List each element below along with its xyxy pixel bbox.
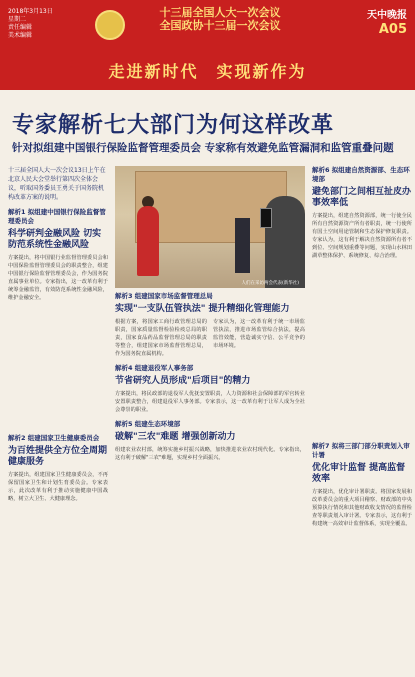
congress-line: 全国政协十三届一次会议 bbox=[159, 19, 281, 32]
section-title: 科学研判金融风险 切实防范系统性金融风险 bbox=[8, 229, 102, 250]
masthead bbox=[0, 0, 415, 90]
right-column bbox=[312, 166, 412, 666]
congress-banner bbox=[125, 6, 315, 32]
section-title: 优化审计监督 提高监督效率 bbox=[312, 463, 406, 484]
section-title: 避免部门之间相互扯皮办事效率低 bbox=[312, 187, 412, 208]
section-title: 破解"三农"难题 增强创新动力 bbox=[115, 432, 236, 442]
lead-paragraph: 十三届全国人大一次会议13日上午在北京人民大会堂举行第四次全体会议，听取国务委员王勇关于国务院机构改革方案的说明。 bbox=[8, 167, 106, 201]
section-title: 节省研究人员形成"后项目"的精力 bbox=[115, 376, 251, 386]
newspaper-brand: 天中晚报 bbox=[367, 10, 407, 21]
two-column-body bbox=[115, 318, 305, 358]
date-line: 2018年3月13日 bbox=[8, 8, 53, 15]
middle-column bbox=[115, 292, 305, 672]
section-tag: 解析7 拟将三部门部分职责划入审计署 bbox=[312, 442, 410, 459]
section-body: 专家认为，这一改革有利于统一市场监管执法，推进市场监管综合执法，提高监管效能，营造诚实守信、公平竞争的市场环境。 bbox=[213, 319, 305, 349]
congress-line: 十三届全国人大一次会议 bbox=[159, 6, 281, 19]
date-line: 责任编辑 bbox=[8, 24, 33, 31]
section-body: 方案提出，优化审计署职责。将国家发展和改革委员会的重大项目稽察、财政部的中央预算执行情况和其他财政收支情况的监督检查等职责划入审计署。专家表示，这有利于构建统一高效审计监督体系，实现全覆盖。 bbox=[312, 489, 412, 527]
photo-caption: 人们在采访两会代表(新华社) bbox=[241, 281, 299, 286]
section-tag: 解析2 组建国家卫生健康委员会 bbox=[8, 434, 100, 442]
section-body: 方案提出，组建国家卫生健康委员会，不再保留国家卫生和计划生育委员会。专家表示，此次改革有利于推动实施健康中国战略，树立大卫生、大健康理念。 bbox=[8, 472, 108, 502]
date-box bbox=[8, 8, 53, 40]
phone-icon bbox=[260, 208, 272, 228]
section-body: 组建农业农村部，统筹实施乡村振兴战略，加快推进农业农村现代化。专家指出，这有利于破解"三农"难题，实现乡村全面振兴。 bbox=[115, 447, 305, 461]
news-photo bbox=[115, 166, 305, 288]
subtitle: 针对拟组建中国银行保险监督管理委员会 专家称有效避免监管漏洞和监管重叠问题 bbox=[12, 142, 394, 154]
date-line: 美术编辑 bbox=[8, 32, 33, 39]
section-body: 方案提出，将中国银行业监督管理委员会和中国保险监督管理委员会的职责整合，组建中国银行保险监督管理委员会，作为国务院直属事业单位。专家指出，这一改革有利于统筹金融监管，有效防范系统性金融风险，维护金融安全。 bbox=[8, 255, 108, 301]
section-body: 方案提出，将民政部的退役军人优抚安置职责，人力资源和社会保障部的军官转业安置职责整合，组建退役军人事务部。专家表示，这一改革有利于让军人成为全社会尊崇的职业。 bbox=[115, 391, 305, 413]
national-emblem-icon bbox=[95, 10, 125, 40]
section-tag: 解析4 组建退役军人事务部 bbox=[115, 364, 194, 372]
person-dark-coat bbox=[235, 218, 250, 273]
date-line: 星期二 bbox=[8, 16, 27, 23]
slogan: 走进新时代 实现新作为 bbox=[108, 62, 307, 81]
section-title: 实现"一支队伍管执法" 提升精细化管理能力 bbox=[115, 304, 290, 314]
section-tag: 解析3 组建国家市场监督管理总局 bbox=[115, 292, 213, 300]
section-title: 为百姓提供全方位全周期健康服务 bbox=[8, 446, 108, 467]
section-tag: 解析1 拟组建中国银行保险监督管理委员会 bbox=[8, 208, 106, 225]
section-body: 方案提出，组建自然资源部，统一行使全民所有自然资源资产所有者职责，统一行使所有国土空间用途管制和生态保护修复职责。专家认为，这有利于解决自然资源所有者不到位、空间规划重叠等问题，实现山水林田湖草整体保护、系统修复、综合治理。 bbox=[312, 213, 412, 259]
page-title: 专家解析七大部门为何这样改革 bbox=[12, 113, 335, 138]
section-tag: 解析6 拟组建自然资源部、生态环境部 bbox=[312, 166, 410, 183]
section-body: 根据方案，将国家工商行政管理总局的职责，国家质量监督检验检疫总局的职责，国家食品药品监督管理总局的职责等整合，组建国家市场监督管理总局，作为国务院直属机构。 bbox=[115, 319, 207, 357]
section-tag: 解析5 组建生态环境部 bbox=[115, 420, 181, 428]
left-column bbox=[8, 166, 108, 666]
page-number: A05 bbox=[378, 22, 407, 37]
person-red-coat bbox=[137, 206, 159, 276]
